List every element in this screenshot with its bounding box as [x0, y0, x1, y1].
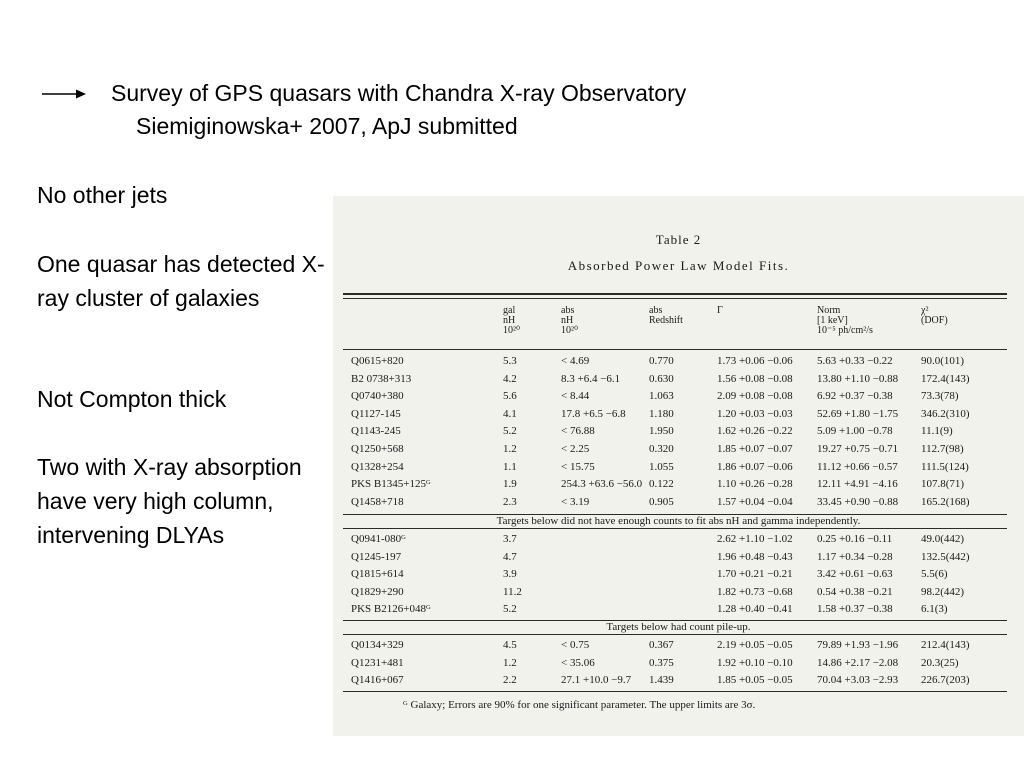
note-absorption: Two with X-ray absorption have very high column, intervening DLYAs: [37, 454, 302, 548]
table-cell-abs-nh: < 0.75: [561, 639, 590, 651]
table-cell-target: Q1829+290: [351, 585, 404, 598]
table-cell-abs-redshift: 1.950: [649, 425, 674, 438]
column-header-abs-nh: nH: [561, 315, 574, 326]
table-cell-norm: 5.63 +0.33 −0.22: [817, 355, 893, 367]
table-cell-gamma: 1.57 +0.04 −0.04: [717, 495, 793, 508]
note-compton: Not Compton thick: [37, 386, 227, 412]
table-cell-abs-nh: 8.3 +6.4 −6.1: [561, 372, 621, 385]
table-cell-abs-nh: < 2.25: [561, 443, 590, 455]
table-header-rule: [343, 349, 1007, 350]
table-cell-abs-redshift: 0.367: [649, 639, 674, 651]
table-footnote: ᴳ Galaxy; Errors are 90% for one significant parameter. The upper limits are 3σ.: [403, 699, 756, 711]
table-title: Absorbed Power Law Model Fits.: [567, 258, 790, 273]
column-header-gal-nh: nH: [503, 315, 516, 326]
table-cell-gamma: 2.19 +0.05 −0.05: [717, 639, 793, 651]
table-bottom-rule: [343, 691, 1007, 692]
table-cell-abs-nh: < 76.88: [561, 425, 595, 438]
table-cell-abs-redshift: 0.122: [649, 478, 674, 491]
table-cell-target: Q1143-245: [351, 425, 401, 438]
table-cell-gamma: 1.10 +0.26 −0.28: [717, 478, 793, 491]
table-cell-chi2-dof: 5.5(6): [921, 568, 948, 581]
table-cell-norm: 52.69 +1.80 −1.75: [817, 407, 899, 420]
table-cell-gal-nh: 4.5: [503, 639, 517, 651]
table-cell-target: Q1127-145: [351, 407, 401, 420]
table-sep1-rule-bottom: [343, 528, 1007, 529]
table-cell-target: Q0615+820: [351, 355, 404, 367]
table-cell-chi2-dof: 226.7(203): [921, 674, 970, 687]
table-cell-gamma: 1.62 +0.26 −0.22: [717, 425, 793, 438]
table-cell-gal-nh: 5.3: [503, 355, 517, 367]
table-cell-chi2-dof: 132.5(442): [921, 550, 970, 563]
table-cell-target: Q1250+568: [351, 443, 404, 455]
table-cell-chi2-dof: 107.8(71): [921, 478, 965, 491]
table-cell-gal-nh: 4.1: [503, 407, 517, 420]
table-cell-gamma: 1.96 +0.48 −0.43: [717, 550, 793, 563]
table-cell-gamma: 2.62 +1.10 −1.02: [717, 533, 793, 545]
table-top-rule: [343, 293, 1007, 295]
note-cluster: One quasar has detected X-ray cluster of galaxies: [37, 251, 325, 311]
table-cell-abs-redshift: 1.063: [649, 390, 674, 403]
table-cell-norm: 3.42 +0.61 −0.63: [817, 568, 893, 581]
table-cell-abs-redshift: 0.630: [649, 372, 674, 385]
table-cell-gamma: 1.85 +0.07 −0.07: [717, 443, 793, 455]
table-cell-gal-nh: 5.2: [503, 425, 517, 438]
table-cell-norm: 13.80 +1.10 −0.88: [817, 372, 899, 385]
table-cell-gal-nh: 2.3: [503, 495, 517, 508]
right-arrow-icon: [42, 84, 86, 104]
table-cell-chi2-dof: 346.2(310): [921, 407, 970, 420]
table-cell-gamma: 1.82 +0.73 −0.68: [717, 585, 793, 598]
table-cell-gamma: 2.09 +0.08 −0.08: [717, 390, 793, 403]
table-cell-chi2-dof: 73.3(78): [921, 390, 959, 403]
table-number: Table 2: [655, 232, 702, 247]
table-cell-gal-nh: 1.2: [503, 656, 517, 669]
table-cell-chi2-dof: 20.3(25): [921, 656, 959, 669]
table-separator-note: Targets below had count pile-up.: [606, 621, 751, 633]
table-cell-norm: 0.25 +0.16 −0.11: [817, 533, 893, 545]
table-cell-gal-nh: 1.2: [503, 443, 517, 455]
table-cell-norm: 70.04 +3.03 −2.93: [817, 674, 899, 687]
table-cell-gamma: 1.70 +0.21 −0.21: [717, 568, 793, 581]
table-cell-target: Q1458+718: [351, 495, 404, 508]
column-header-abs-redshift: abs: [649, 305, 663, 316]
table-cell-chi2-dof: 11.1(9): [921, 425, 953, 438]
table-cell-gamma: 1.92 +0.10 −0.10: [717, 656, 793, 669]
table-cell-gamma: 1.86 +0.07 −0.06: [717, 460, 793, 473]
column-header-norm: 10⁻⁵ ph/cm²/s: [817, 325, 873, 336]
table-cell-target: Q1328+254: [351, 460, 404, 473]
column-header-chi2-dof: χ²: [921, 305, 929, 316]
table-cell-abs-nh: < 8.44: [561, 390, 590, 403]
table-cell-gal-nh: 1.1: [503, 460, 517, 473]
table-cell-gal-nh: 11.2: [503, 585, 522, 598]
table-cell-gal-nh: 2.2: [503, 674, 517, 687]
table-cell-norm: 1.58 +0.37 −0.38: [817, 603, 893, 616]
table-cell-gamma: 1.20 +0.03 −0.03: [717, 407, 793, 420]
table-cell-gal-nh: 5.6: [503, 390, 517, 403]
table-scan: [333, 196, 1024, 736]
table-cell-abs-redshift: 1.180: [649, 407, 674, 420]
table-cell-target: Q0134+329: [351, 639, 404, 651]
table-sep2-rule-bottom: [343, 634, 1007, 635]
table-cell-target: PKS B1345+125ᴳ: [351, 478, 431, 491]
table-cell-abs-nh: < 15.75: [561, 460, 595, 473]
table-top-rule-thin: [343, 298, 1007, 299]
column-header-gal-nh: gal: [503, 305, 516, 316]
table-cell-gal-nh: 4.2: [503, 372, 517, 385]
column-header-chi2-dof: (DOF): [921, 315, 948, 326]
table-cell-gamma: 1.56 +0.08 −0.08: [717, 372, 793, 385]
table-cell-norm: 1.17 +0.34 −0.28: [817, 550, 893, 563]
table-cell-target: B2 0738+313: [351, 372, 412, 385]
table-cell-gamma: 1.73 +0.06 −0.06: [717, 355, 793, 367]
table-cell-abs-redshift: 0.320: [649, 443, 674, 455]
table-cell-abs-nh: < 3.19: [561, 495, 590, 508]
table-cell-chi2-dof: 112.7(98): [921, 443, 964, 455]
table-cell-target: Q0740+380: [351, 390, 404, 403]
table-cell-chi2-dof: 49.0(442): [921, 533, 965, 545]
table-cell-target: Q1815+614: [351, 568, 404, 581]
table-cell-norm: 33.45 +0.90 −0.88: [817, 495, 899, 508]
column-header-abs-nh: abs: [561, 305, 575, 316]
table-cell-abs-redshift: 1.439: [649, 674, 674, 687]
column-header-norm: [1 keV]: [817, 315, 848, 326]
table-cell-chi2-dof: 6.1(3): [921, 603, 948, 616]
table-cell-norm: 19.27 +0.75 −0.71: [817, 443, 899, 455]
column-header-gal-nh: 10²⁰: [503, 325, 521, 336]
table-cell-norm: 14.86 +2.17 −2.08: [817, 656, 899, 669]
table-cell-target: Q0941-080ᴳ: [351, 533, 406, 545]
table-cell-norm: 79.89 +1.93 −1.96: [817, 639, 899, 651]
table-cell-norm: 6.92 +0.37 −0.38: [817, 390, 893, 403]
table-cell-gamma: 1.28 +0.40 −0.41: [717, 603, 793, 616]
note-no-jets: No other jets: [37, 182, 168, 208]
table-cell-norm: 0.54 +0.38 −0.21: [817, 585, 893, 598]
column-header-abs-nh: 10²⁰: [561, 325, 579, 336]
table-cell-abs-redshift: 0.905: [649, 495, 674, 508]
table-cell-gal-nh: 5.2: [503, 603, 517, 616]
table-cell-chi2-dof: 111.5(124): [921, 460, 969, 473]
table-cell-target: Q1231+481: [351, 656, 404, 669]
table-cell-gal-nh: 4.7: [503, 550, 517, 563]
slide-heading: Survey of GPS quasars with Chandra X-ray Observatory: [111, 80, 687, 106]
table-cell-target: Q1416+067: [351, 674, 404, 687]
table-cell-gal-nh: 3.7: [503, 533, 517, 545]
table-cell-abs-redshift: 0.770: [649, 355, 674, 367]
table-cell-abs-redshift: 1.055: [649, 460, 674, 473]
table-separator-note: Targets below did not have enough counts to fit abs nH and gamma independently.: [496, 515, 861, 527]
table-cell-abs-nh: < 4.69: [561, 355, 590, 367]
column-header-abs-redshift: Redshift: [649, 315, 683, 326]
table-cell-chi2-dof: 90.0(101): [921, 355, 965, 367]
table-cell-gal-nh: 1.9: [503, 478, 517, 491]
table-cell-target: PKS B2126+048ᴳ: [351, 603, 431, 616]
table-cell-abs-redshift: 0.375: [649, 656, 674, 669]
table-cell-norm: 12.11 +4.91 −4.16: [817, 478, 898, 491]
table-cell-gamma: 1.85 +0.05 −0.05: [717, 674, 793, 687]
table-cell-abs-nh: 254.3 +63.6 −56.0: [561, 478, 643, 491]
table-cell-target: Q1245-197: [351, 550, 402, 563]
table-cell-gal-nh: 3.9: [503, 568, 517, 581]
table-cell-chi2-dof: 212.4(143): [921, 639, 970, 651]
table-cell-norm: 5.09 +1.00 −0.78: [817, 425, 893, 438]
table-cell-norm: 11.12 +0.66 −0.57: [817, 460, 898, 473]
table-cell-abs-nh: 27.1 +10.0 −9.7: [561, 674, 632, 687]
slide-citation: Siemiginowska+ 2007, ApJ submitted: [136, 113, 518, 139]
column-header-gamma: Γ: [717, 305, 723, 316]
table-cell-chi2-dof: 98.2(442): [921, 585, 965, 598]
table-cell-chi2-dof: 165.2(168): [921, 495, 970, 508]
table-cell-chi2-dof: 172.4(143): [921, 372, 970, 385]
table-cell-abs-nh: 17.8 +6.5 −6.8: [561, 407, 626, 420]
table-cell-abs-nh: < 35.06: [561, 656, 595, 669]
column-header-norm: Norm: [817, 305, 841, 316]
